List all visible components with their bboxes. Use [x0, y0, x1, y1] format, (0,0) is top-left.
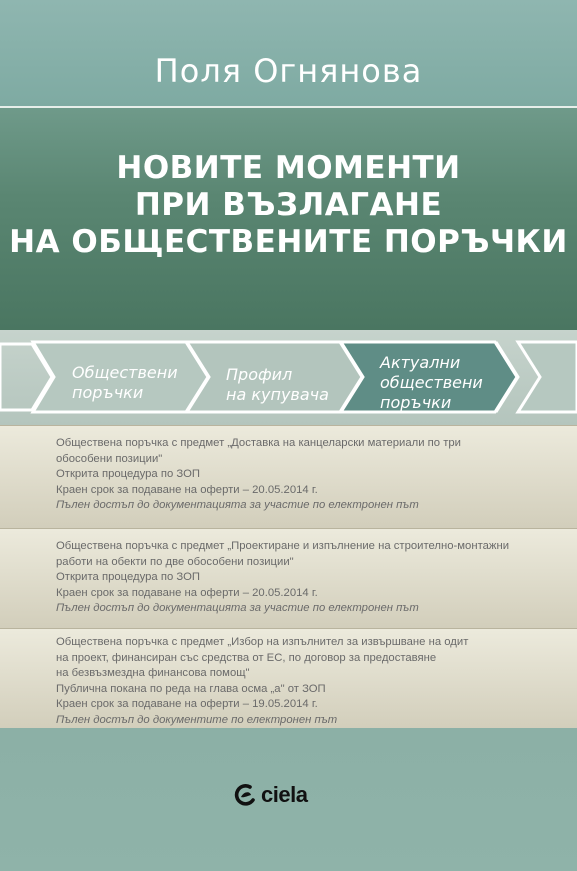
step-label-3: [380, 353, 483, 413]
listing-line: Краен срок за подаване на оферти – 20.05.2014 г.: [56, 483, 318, 496]
step-label-line: поръчки: [72, 383, 144, 402]
listing-access-note: Пълен достъп до документацията за участие по електронен път: [56, 499, 419, 512]
publisher-logo: [234, 778, 307, 812]
procurement-listing-1: [0, 425, 577, 528]
title-line: ПРИ ВЪЗЛАГАНЕ: [134, 187, 443, 223]
listing-line: на проект, финансиран със средства от ЕС, по договор за предоставяне: [56, 651, 437, 664]
listing-line: на безвъзмездна финансова помощ": [56, 667, 250, 680]
procurement-listing-3: [0, 628, 577, 729]
listing-line: Публична покана по реда на глава осма „а" от ЗОП: [56, 682, 326, 695]
listing-line: Краен срок за подаване на оферти – 20.05.2014 г.: [56, 586, 318, 599]
step-label-line: на купувача: [226, 385, 329, 404]
step-label-line: обществени: [380, 373, 483, 392]
step-label-1: [72, 363, 178, 403]
procurement-listing-2: [0, 528, 577, 628]
listing-line: Открита процедура по ЗОП: [56, 571, 200, 584]
author-name: Поля Огнянова: [154, 52, 423, 90]
listing-line: Открита процедура по ЗОП: [56, 468, 200, 481]
book-title: [0, 150, 577, 261]
listing-line: Обществена поръчка с предмет „Доставка на канцеларски материали по три: [56, 437, 461, 449]
step-label-2: [226, 365, 329, 405]
ciela-logo-icon: [234, 781, 258, 809]
listing-line: Краен срок за подаване на оферти – 19.05.2014 г.: [56, 698, 318, 711]
listing-line: Обществена поръчка с предмет „Избор на изпълнител за извършване на одит: [56, 636, 469, 648]
listing-line: Обществена поръчка с предмет „Проектиране и изпълнение на строително-монтажни: [56, 540, 510, 552]
listing-text: [56, 436, 526, 514]
step-label-line: поръчки: [380, 393, 452, 412]
step-label-line: Актуални: [380, 353, 461, 372]
listing-line: работи на обекти по две обособени позиции": [56, 555, 294, 568]
listing-text: [56, 539, 526, 617]
listing-line: обособени позиции": [56, 452, 163, 465]
listing-access-note: Пълен достъп до документацията за участие по електронен път: [56, 602, 419, 615]
listing-text: [56, 635, 526, 729]
step-label-line: Профил: [226, 365, 293, 384]
listing-access-note: Пълен достъп до документите по електронен път: [56, 713, 338, 726]
title-line: НА ОБЩЕСТВЕНИТЕ ПОРЪЧКИ: [9, 224, 568, 260]
step-arrow-end: [518, 342, 577, 412]
publisher-name: ciela: [261, 782, 308, 807]
step-label-line: Обществени: [72, 363, 178, 382]
title-line: НОВИТЕ МОМЕНТИ: [116, 150, 461, 186]
